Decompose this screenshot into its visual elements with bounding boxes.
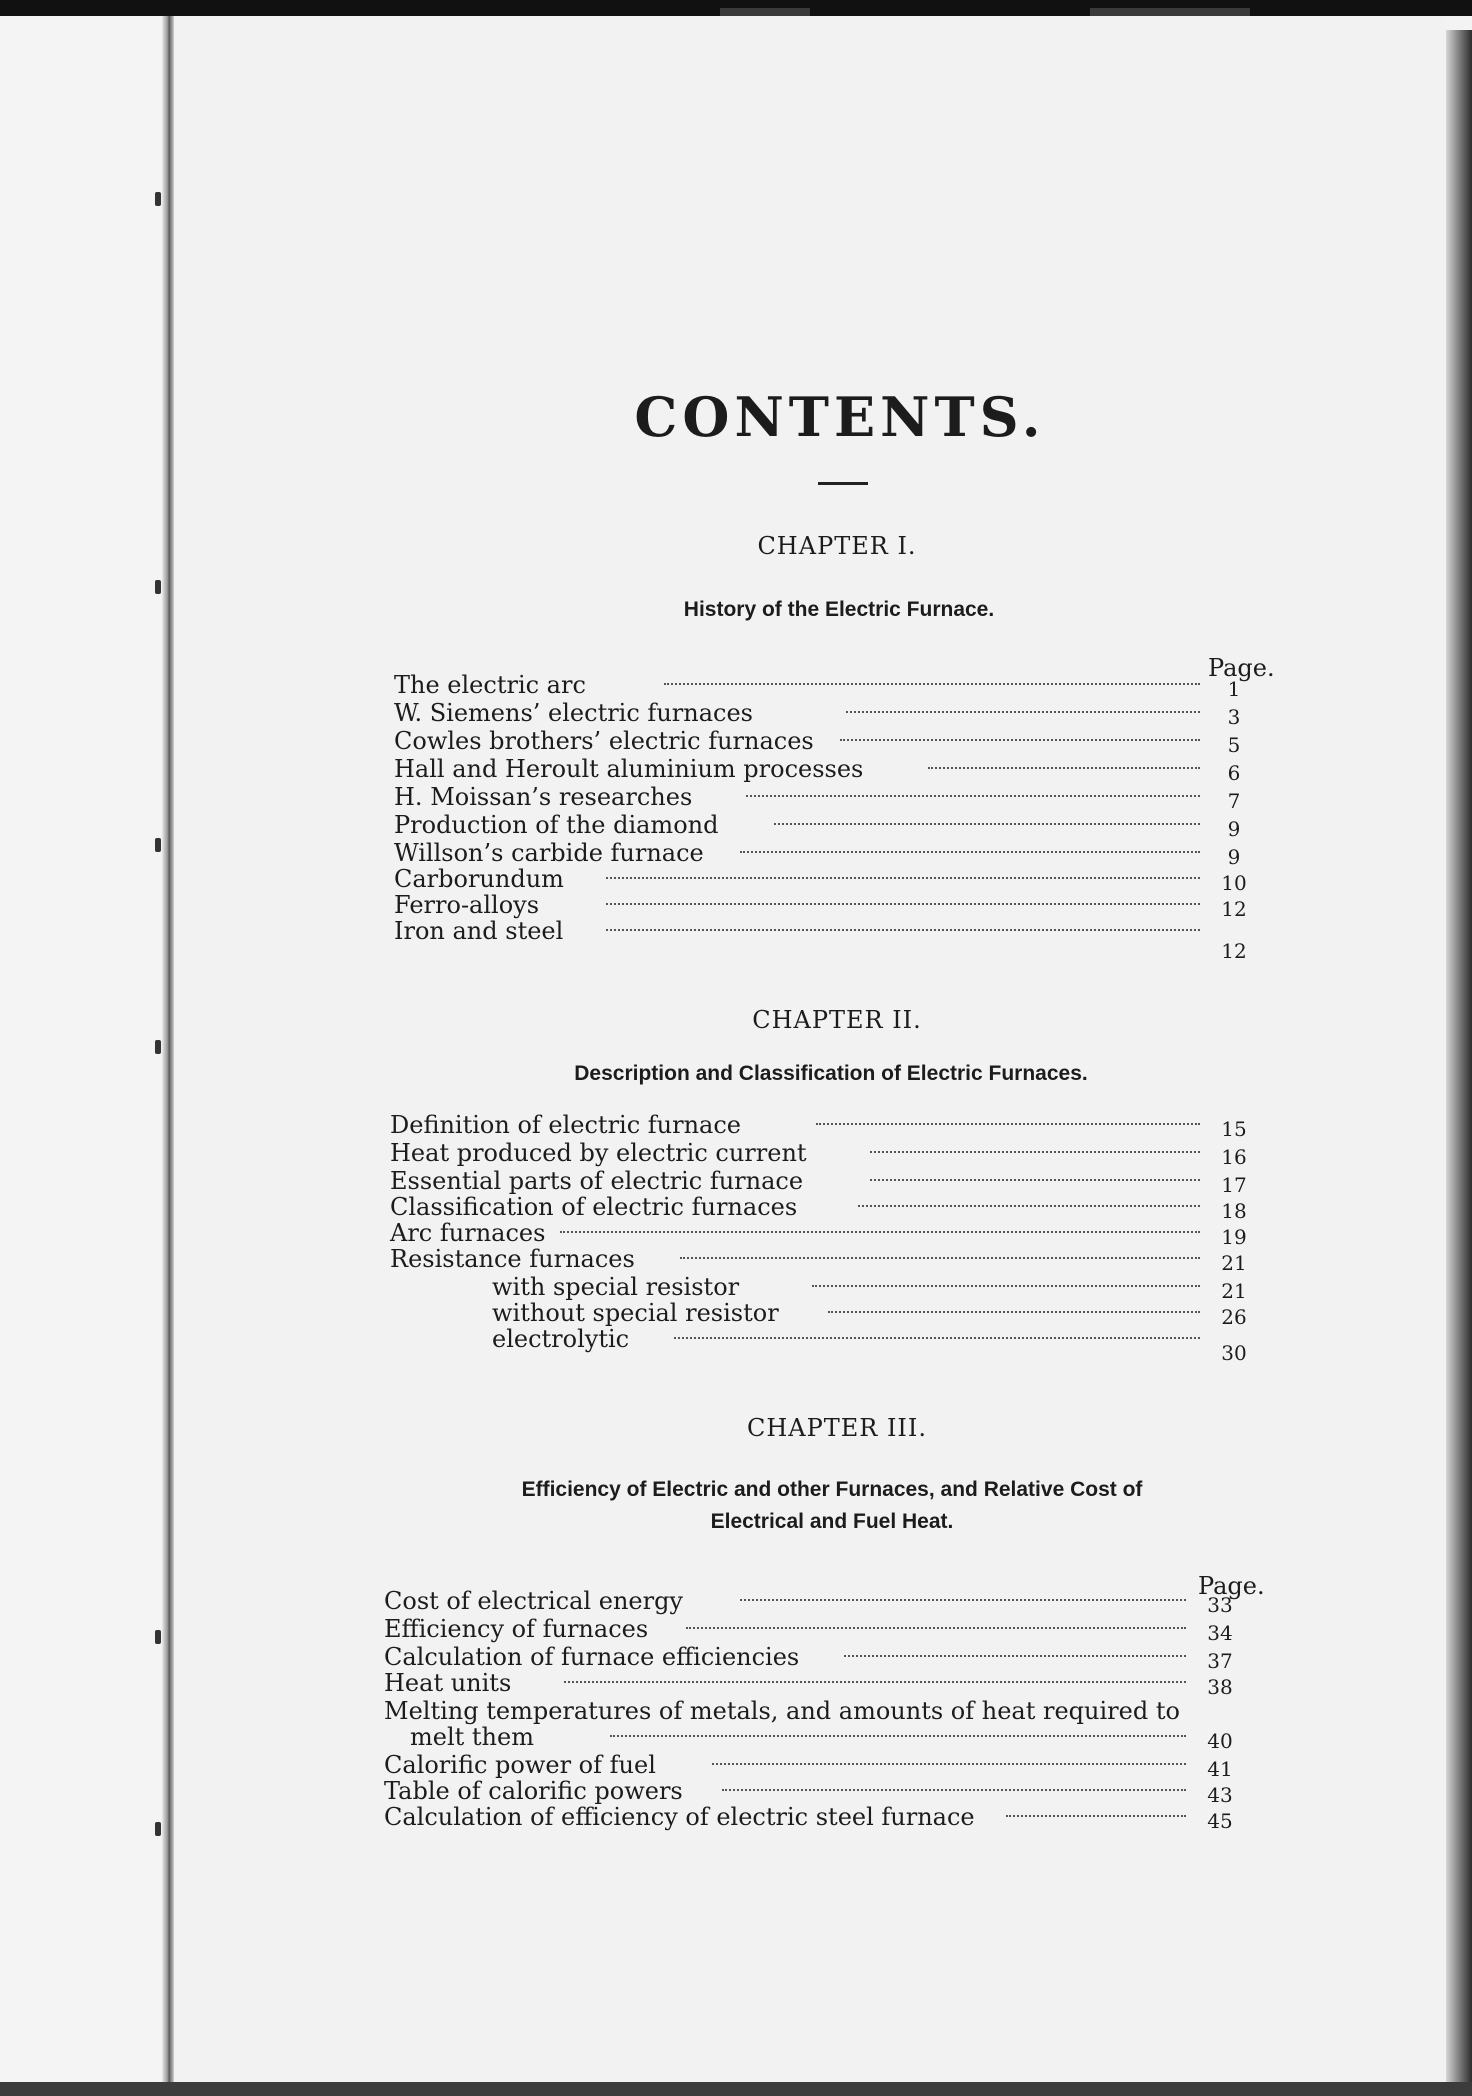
binding-stitch-mark <box>155 1040 161 1054</box>
toc-leader-dots <box>606 929 1200 931</box>
toc-entry[interactable] <box>384 1698 1270 1724</box>
toc-page-number: 12 <box>1221 897 1247 921</box>
chapter-2-title: Description and Classification of Electric Furnaces. <box>574 1062 1088 1085</box>
toc-leader-dots <box>610 1735 1186 1737</box>
toc-page-number: 37 <box>1207 1649 1233 1673</box>
toc-entry[interactable] <box>410 1723 1270 1753</box>
toc-page-number: 18 <box>1221 1199 1247 1223</box>
toc-page-number: 41 <box>1207 1757 1233 1781</box>
toc-entry-label: Heat units <box>384 1669 512 1697</box>
binding-stitch-mark <box>155 1630 161 1644</box>
toc-leader-dots <box>606 903 1200 905</box>
toc-entry-label: W. Siemens’ electric furnaces <box>394 699 753 727</box>
toc-entry-label: Iron and steel <box>394 917 564 945</box>
toc-page-number: 12 <box>1221 939 1247 963</box>
toc-entry-label: Essential parts of electric furnace <box>390 1167 804 1195</box>
toc-entry[interactable] <box>394 917 1270 963</box>
toc-leader-dots <box>858 1205 1200 1207</box>
toc-page-number: 7 <box>1227 789 1241 813</box>
toc-page-number: 30 <box>1221 1341 1247 1365</box>
toc-entry[interactable] <box>394 839 1270 869</box>
toc-entry[interactable] <box>394 783 1270 813</box>
toc-page-number: 19 <box>1221 1225 1247 1249</box>
toc-leader-dots <box>840 739 1200 741</box>
page-title: CONTENTS. <box>634 385 1046 449</box>
toc-entry-label: Table of calorific powers <box>384 1777 683 1805</box>
toc-entry-label: electrolytic <box>492 1325 630 1353</box>
toc-leader-dots <box>674 1337 1200 1339</box>
toc-page-number: 1 <box>1227 677 1241 701</box>
toc-leader-dots <box>722 1789 1186 1791</box>
binding-stitch-mark <box>155 192 161 206</box>
toc-entry[interactable] <box>384 1669 1270 1699</box>
toc-leader-dots <box>712 1763 1186 1765</box>
toc-leader-dots <box>680 1257 1200 1259</box>
binding-stitch-mark <box>155 1822 161 1836</box>
toc-entry[interactable] <box>390 1245 1270 1275</box>
toc-entry-label: Arc furnaces <box>390 1219 546 1247</box>
scan-notch <box>1090 8 1250 16</box>
toc-entry[interactable] <box>384 1777 1270 1807</box>
toc-leader-dots <box>812 1285 1200 1287</box>
toc-leader-dots <box>564 1681 1186 1683</box>
toc-page-number: 9 <box>1227 817 1241 841</box>
toc-leader-dots <box>740 851 1200 853</box>
toc-entry-label: Resistance furnaces <box>390 1245 635 1273</box>
toc-entry[interactable] <box>394 727 1270 757</box>
toc-entry[interactable] <box>492 1273 1270 1303</box>
toc-leader-dots <box>664 683 1200 685</box>
toc-entry-label: Definition of electric furnace <box>390 1111 742 1139</box>
toc-leader-dots <box>928 767 1200 769</box>
toc-entry[interactable] <box>384 1803 1270 1833</box>
toc-page-number: 43 <box>1207 1783 1233 1807</box>
toc-leader-dots <box>870 1151 1200 1153</box>
toc-entry[interactable] <box>394 865 1270 895</box>
chapter-3-page-heading: Page. <box>1198 1572 1265 1600</box>
toc-entry[interactable] <box>390 1219 1270 1249</box>
toc-entry-label: Efficiency of furnaces <box>384 1615 649 1643</box>
toc-entry[interactable] <box>390 1111 1270 1141</box>
toc-entry[interactable] <box>384 1587 1270 1617</box>
toc-entry[interactable] <box>394 699 1270 729</box>
chapter-1-number: CHAPTER I. <box>757 532 917 560</box>
toc-leader-dots <box>828 1311 1200 1313</box>
chapter-1-page-heading: Page. <box>1208 654 1275 682</box>
binding-stitch-mark <box>155 580 161 594</box>
toc-leader-dots <box>846 711 1200 713</box>
toc-entry-label: without special resistor <box>492 1299 779 1327</box>
toc-entry-label: Hall and Heroult aluminium processes <box>394 755 864 783</box>
toc-entry[interactable] <box>390 1167 1270 1197</box>
toc-entry[interactable] <box>384 1643 1270 1673</box>
toc-page-number: 6 <box>1227 761 1241 785</box>
chapter-3-number: CHAPTER III. <box>746 1414 928 1442</box>
toc-page-number: 16 <box>1221 1145 1247 1169</box>
toc-entry[interactable] <box>384 1751 1270 1781</box>
toc-page-number: 34 <box>1207 1621 1233 1645</box>
toc-entry-label: Carborundum <box>394 865 564 893</box>
toc-entry-label: Cost of electrical energy <box>384 1587 683 1615</box>
toc-leader-dots <box>746 795 1200 797</box>
title-rule <box>818 482 868 485</box>
toc-leader-dots <box>844 1655 1186 1657</box>
toc-entry[interactable] <box>394 755 1270 785</box>
toc-entry-label: Production of the diamond <box>394 811 719 839</box>
toc-entry-label: Calculation of furnace efficiencies <box>384 1643 800 1671</box>
toc-entry-label: Calculation of efficiency of electric steel furnace <box>384 1803 975 1831</box>
toc-entry-label: Heat produced by electric current <box>390 1139 807 1167</box>
toc-entry[interactable] <box>492 1299 1270 1329</box>
toc-entry-label: Melting temperatures of metals, and amounts of heat required to <box>384 1697 1180 1725</box>
toc-entry[interactable] <box>384 1615 1270 1645</box>
toc-leader-dots <box>774 823 1200 825</box>
toc-page-number: 10 <box>1221 871 1247 895</box>
toc-entry[interactable] <box>394 891 1270 921</box>
toc-entry-label: melt them <box>410 1723 534 1751</box>
toc-leader-dots <box>816 1123 1200 1125</box>
toc-page-number: 26 <box>1221 1305 1247 1329</box>
toc-entry-label: Willson’s carbide furnace <box>394 839 704 867</box>
scan-bottom-border <box>0 2082 1472 2096</box>
toc-leader-dots <box>686 1627 1186 1629</box>
toc-page-number: 15 <box>1221 1117 1247 1141</box>
toc-entry-label: The electric arc <box>394 671 586 699</box>
toc-entry-label: Cowles brothers’ electric furnaces <box>394 727 814 755</box>
chapter-3-title-line-1: Efficiency of Electric and other Furnaces, and Relative Cost of <box>521 1478 1143 1501</box>
toc-leader-dots <box>560 1231 1200 1233</box>
toc-page-number: 5 <box>1227 733 1241 757</box>
toc-page-number: 9 <box>1227 845 1241 869</box>
scan-top-border <box>0 0 1472 16</box>
toc-entry-label: Calorific power of fuel <box>384 1751 656 1779</box>
toc-page-number: 21 <box>1221 1251 1247 1275</box>
page-right-edge <box>1446 30 1472 2082</box>
chapter-3-title-line-2: Electrical and Fuel Heat. <box>710 1510 954 1533</box>
toc-entry-label: Classification of electric furnaces <box>390 1193 798 1221</box>
toc-page-number: 21 <box>1221 1279 1247 1303</box>
toc-entry[interactable] <box>394 671 1270 701</box>
toc-entry[interactable] <box>390 1193 1270 1223</box>
toc-entry[interactable] <box>492 1325 1270 1365</box>
toc-entry[interactable] <box>390 1139 1270 1169</box>
toc-leader-dots <box>1006 1815 1186 1817</box>
toc-page-number: 40 <box>1207 1729 1233 1753</box>
toc-entry-label: Ferro-alloys <box>394 891 540 919</box>
toc-entry-label: with special resistor <box>492 1273 740 1301</box>
toc-leader-dots <box>870 1179 1200 1181</box>
binding-gutter <box>162 16 174 2082</box>
binding-stitch-mark <box>155 838 161 852</box>
toc-page-number: 33 <box>1207 1593 1233 1617</box>
scan-notch <box>720 8 810 16</box>
chapter-2-number: CHAPTER II. <box>752 1006 922 1034</box>
chapter-1-title: History of the Electric Furnace. <box>683 598 995 621</box>
toc-leader-dots <box>740 1599 1186 1601</box>
facing-page-edge <box>0 16 168 2082</box>
toc-page-number: 38 <box>1207 1675 1233 1699</box>
toc-entry-label: H. Moissan’s researches <box>394 783 693 811</box>
toc-page-number: 45 <box>1207 1809 1233 1833</box>
toc-page-number: 17 <box>1221 1173 1247 1197</box>
toc-page-number: 3 <box>1227 705 1241 729</box>
toc-leader-dots <box>606 877 1200 879</box>
toc-entry[interactable] <box>394 811 1270 841</box>
